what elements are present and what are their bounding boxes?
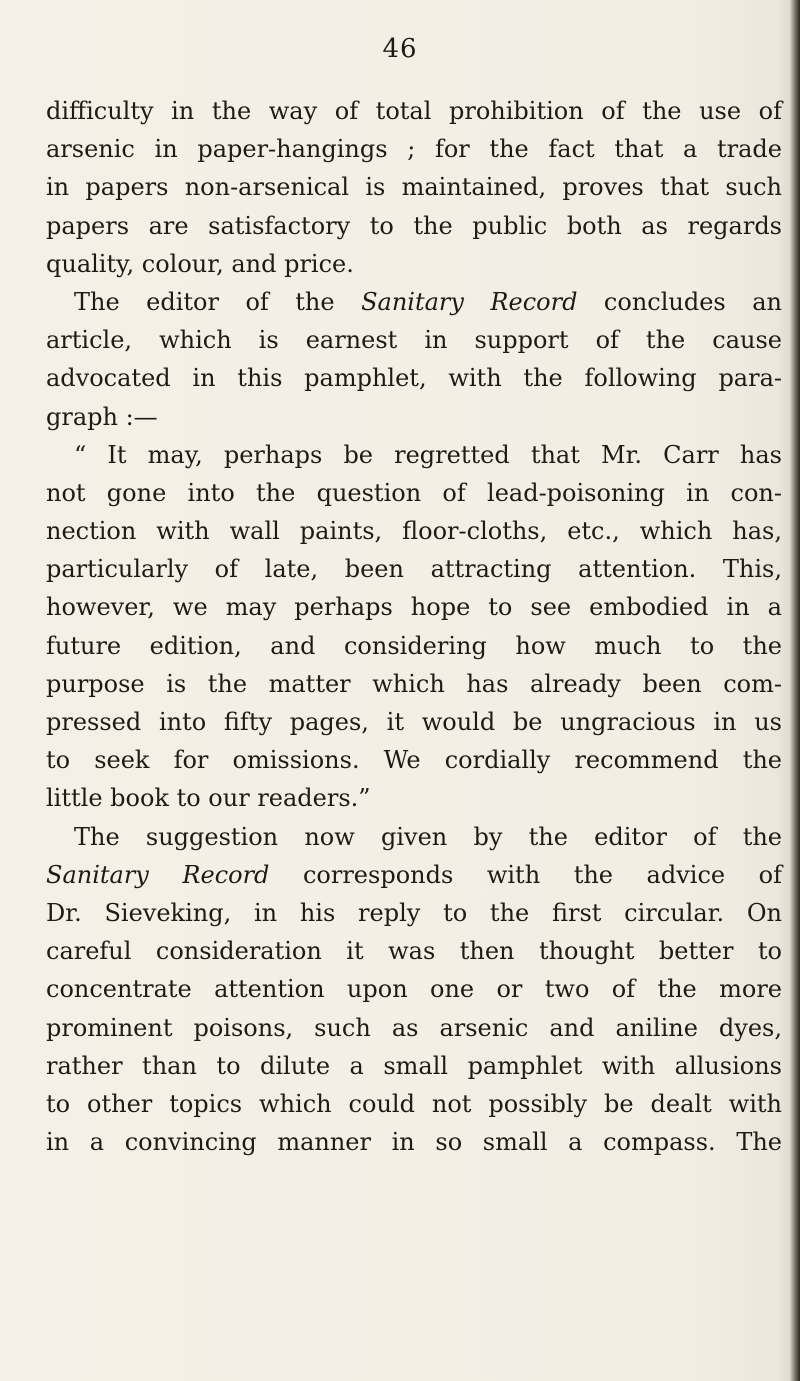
text-line: The editor of the Sanitary Record concludes an	[74, 287, 782, 316]
text-line: The suggestion now given by the editor of the	[74, 822, 782, 851]
text-line: article, which is earnest in support of the cause	[46, 326, 782, 355]
text-line: to seek for omissions. We cordially recommend the	[46, 746, 782, 775]
text-line: quality, colour, and price.	[46, 249, 354, 278]
text-line: “ It may, perhaps be regretted that Mr. Carr has	[74, 440, 782, 469]
text-line: little book to our readers.”	[46, 784, 371, 813]
text-line: arsenic in paper-hangings ; for the fact that a trade	[46, 135, 782, 164]
page-number: 46	[382, 34, 418, 64]
text-line: difficulty in the way of total prohibition of the use of	[46, 97, 782, 125]
body-text	[46, 92, 782, 1161]
text-line: graph :—	[46, 402, 158, 431]
text-line: not gone into the question of lead-poisoning in con-	[46, 478, 782, 507]
text-line: nection with wall paints, floor-cloths, etc., which has,	[46, 517, 782, 546]
page-edge-shadow	[790, 0, 800, 1381]
text-line: future edition, and considering how much to the	[46, 631, 782, 660]
text-line: careful consideration it was then thought better to	[46, 937, 782, 966]
text-line: concentrate attention upon one or two of the more	[46, 975, 782, 1004]
text-line: Sanitary Record corresponds with the advice of	[46, 860, 782, 889]
text-line: to other topics which could not possibly be dealt with	[46, 1089, 782, 1118]
text-line: pressed into fifty pages, it would be ungracious in us	[46, 708, 782, 736]
text-line: advocated in this pamphlet, with the following para-	[46, 364, 782, 393]
text-line: Dr. Sieveking, in his reply to the first circular. On	[46, 898, 782, 927]
italic-title: Sanitary Record	[361, 287, 578, 316]
text-line: purpose is the matter which has already been com-	[46, 669, 782, 698]
text-line: however, we may perhaps hope to see embodied in a	[46, 593, 782, 622]
italic-title: Sanitary Record	[46, 860, 270, 889]
text-line: papers are satisfactory to the public both as regards	[46, 211, 782, 240]
text-line: prominent poisons, such as arsenic and aniline dyes,	[46, 1013, 782, 1042]
text-line: particularly of late, been attracting attention. This,	[46, 555, 782, 584]
text-line: in papers non-arsenical is maintained, proves that such	[46, 173, 782, 202]
text-line: in a convincing manner in so small a compass. The	[46, 1128, 782, 1157]
text-line: rather than to dilute a small pamphlet with allusions	[46, 1051, 782, 1080]
